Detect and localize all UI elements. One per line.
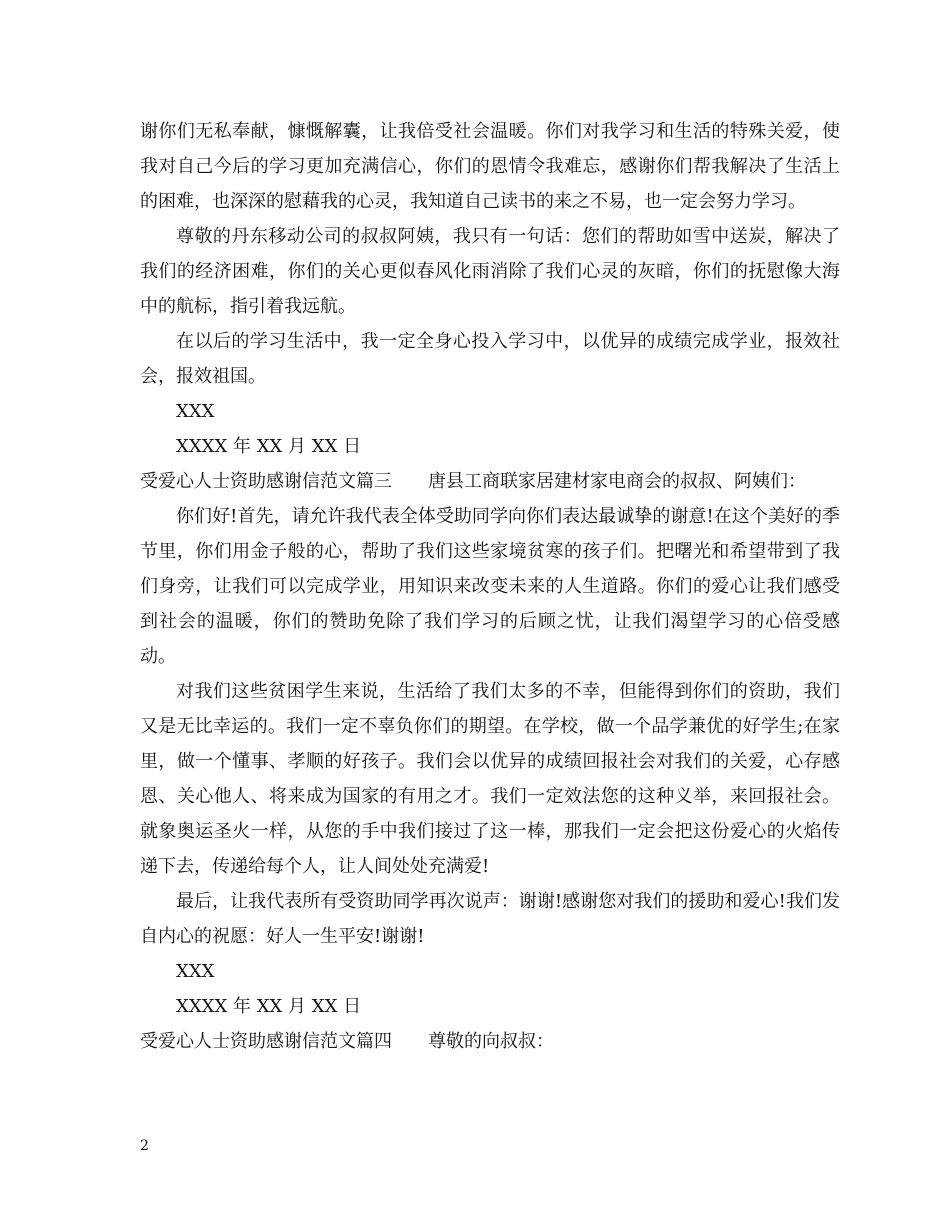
paragraph-greeting-thanks: 你们好!首先，请允许我代表全体受助同学向你们表达最诚挚的谢意!在这个美好的季节里，你们用金子般的心，帮助了我们这些家境贫寒的孩子们。把曙光和希望带到了我们身旁，让我们可以完成学业，用知识来改变未来的人生道路。你们的爱心让我们感受到社会的温暖，你们的赞助免除了我们学习的后顾之忧，让我们渴望学习的心倍受感动。 (140, 506, 840, 667)
signature-date-2: XXXX 年 XX 月 XX 日 (176, 996, 362, 1017)
salutation-tang-county: 唐县工商联家居建材家电商会的叔叔、阿姨们： (428, 471, 806, 492)
paragraph-poor-students: 对我们这些贫困学生来说，生活给了我们太多的不幸，但能得到你们的资助，我们又是无比幸运的。我们一定不辜负你们的期望。在学校，做一个品学兼优的好学生;在家里，做一个懂事、孝顺的好孩子。我们会以优异的成绩回报社会对我们的关爱，心存感恩、关心他人、将来成为国家的有用之才。我们一定效法您的这种义举，来回报社会。就象奥运圣火一样，从您的手中我们接过了这一棒，那我们一定会把这份爱心的火焰传递下去，传递给每个人，让人间处处充满爱! (140, 681, 840, 877)
section-heading-line-4 (140, 1024, 840, 1059)
section-title-4: 受爱心人士资助感谢信范文篇四 (140, 1031, 392, 1052)
paragraph-dandong-mobile: 尊敬的丹东移动公司的叔叔阿姨，我只有一句话：您们的帮助如雪中送炭，解决了我们的经济困难，你们的关心更似春风化雨消除了我们心灵的灰暗，你们的抚慰像大海中的航标，指引着我远航。 (140, 226, 840, 317)
signature-name-2: XXX (176, 961, 215, 982)
letter-body (140, 114, 840, 1059)
paragraph-final-thanks: 最后，让我代表所有受资助同学再次说声：谢谢!感谢您对我们的援助和爱心!我们发自内心的祝愿：好人一生平安!谢谢! (140, 891, 840, 947)
signature-name: XXX (176, 401, 215, 422)
signature-date: XXXX 年 XX 月 XX 日 (176, 436, 362, 457)
page-number: 2 (140, 1138, 149, 1154)
section-title-3: 受爱心人士资助感谢信范文篇三 (140, 471, 392, 492)
paragraph-closing-thanks: 谢你们无私奉献，慷慨解囊，让我倍受社会温暖。你们对我学习和生活的特殊关爱，使我对自己今后的学习更加充满信心，你们的恩情令我难忘，感谢你们帮我解决了生活上的困难，也深深的慰藉我的心灵，我知道自己读书的来之不易，也一定会努力学习。 (140, 121, 840, 212)
section-heading-line-3 (140, 464, 840, 499)
salutation-uncle-xiang: 尊敬的向叔叔： (428, 1031, 554, 1052)
paragraph-future-study: 在以后的学习生活中，我一定全身心投入学习中，以优异的成绩完成学业，报效社会，报效祖国。 (140, 331, 840, 387)
